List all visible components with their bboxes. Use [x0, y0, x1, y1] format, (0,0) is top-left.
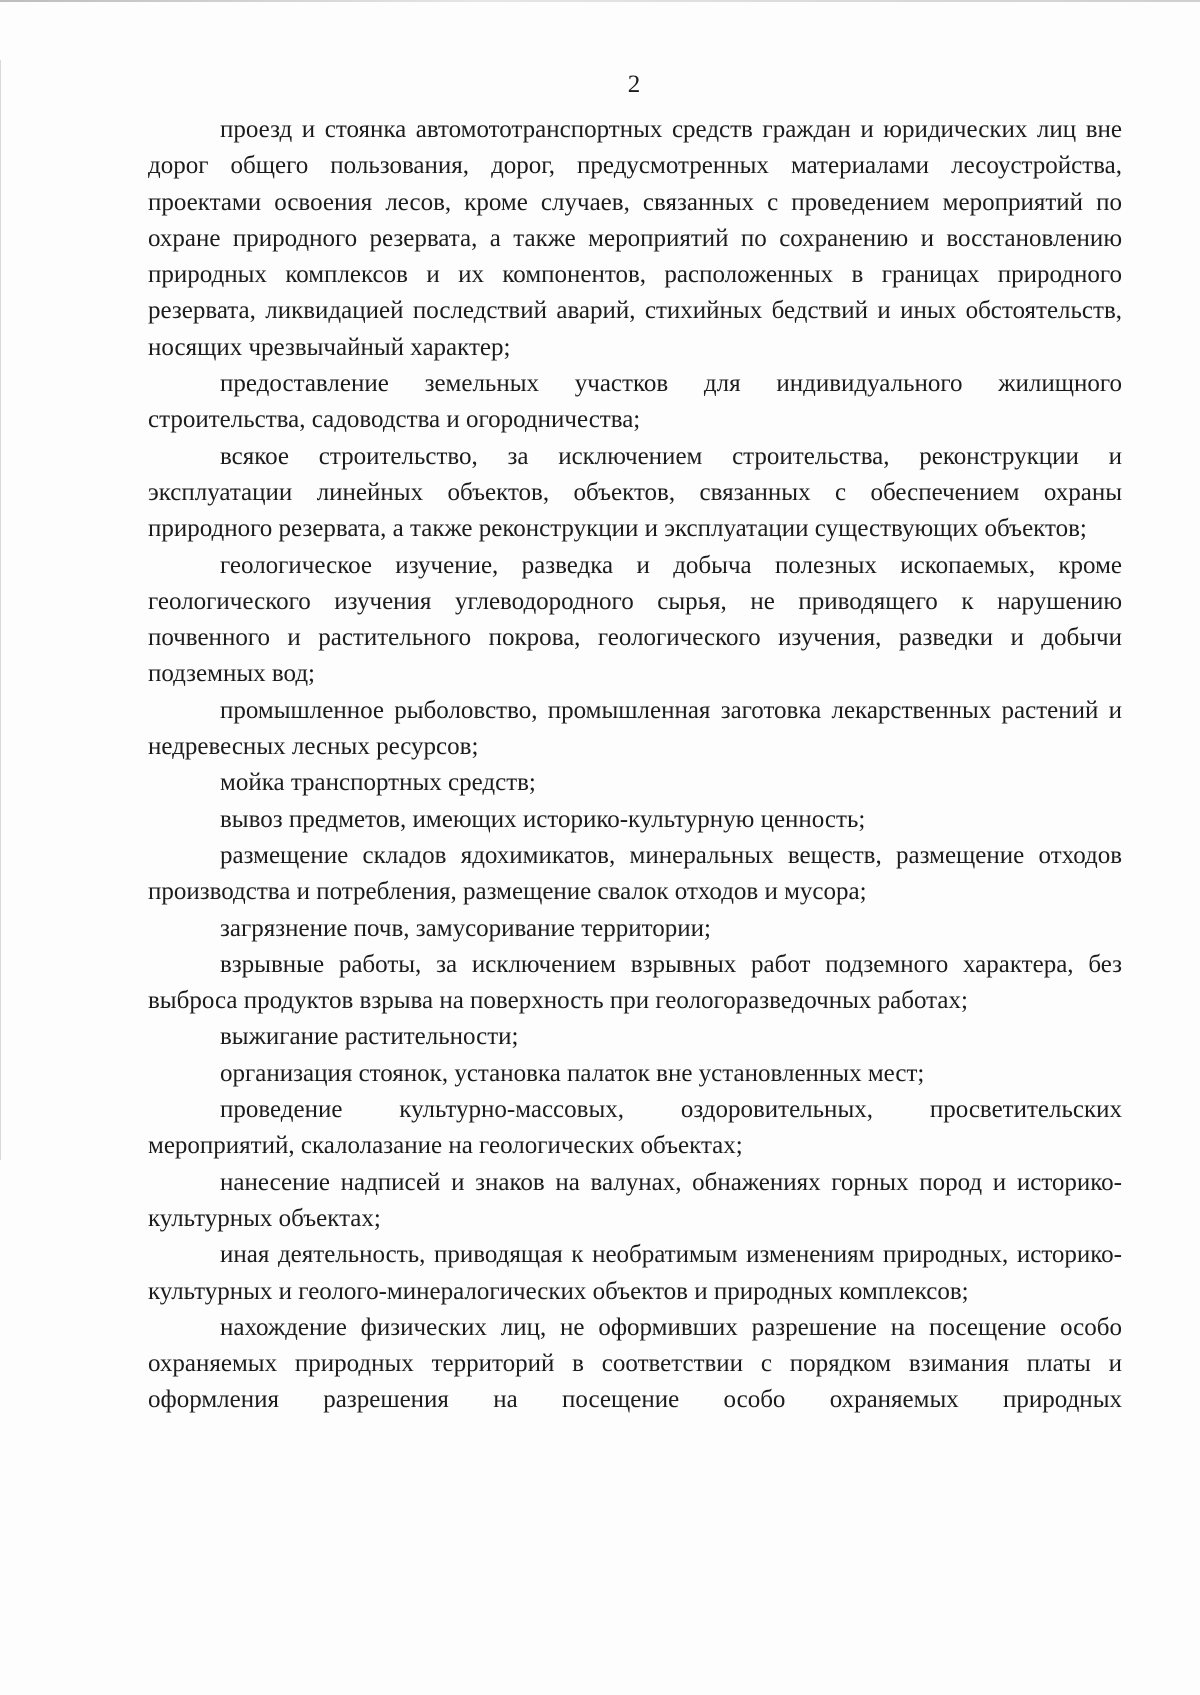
page-number: 2	[627, 71, 641, 98]
paragraph-item: вывоз предметов, имеющих историко-культурную ценность;	[220, 805, 866, 833]
paragraph-item: взрывные работы, за исключением взрывных работ подземного характера, без выброса продуктов взрыва на поверхность при геологоразведочных работах;	[148, 950, 1122, 1015]
paragraph-item: предоставление земельных участков для индивидуального жилищного строительства, садоводства и огородничества;	[148, 370, 1122, 434]
paragraph-item: мойка транспортных средств;	[220, 769, 536, 797]
paragraph-item: организация стоянок, установка палаток вне установленных мест;	[220, 1059, 925, 1087]
document-body	[148, 112, 1122, 1419]
paragraph-item: промышленное рыболовство, промышленная заготовка лекарственных растений и недревесных лесных ресурсов;	[148, 696, 1122, 761]
paragraph-item: размещение складов ядохимикатов, минеральных веществ, размещение отходов производства и потребления, размещение свалок отходов и мусора;	[148, 841, 1122, 906]
paragraph-item: нанесение надписей и знаков на валунах, обнажениях горных пород и историко-культурных объектах;	[148, 1168, 1122, 1232]
paragraph-item: загрязнение почв, замусоривание территории;	[220, 914, 711, 942]
paragraph-item: геологическое изучение, разведка и добыча полезных ископаемых, кроме геологического изучения углеводородного сырья, не приводящего к нарушению почвенного и растительного покрова, геологического изучения, разведки и добычи подземных вод;	[148, 551, 1122, 688]
paragraph-item: проезд и стоянка автомототранспортных средств граждан и юридических лиц вне дорог общего пользования, дорог, предусмотренных материалами лесоустройства, проектами освоения лесов, кроме случаев, связанных с проведением мероприятий по охране природного резервата, а также мероприятий по сохранению и восстановлению природных комплексов и их компонентов, расположенных в границах природного резервата, ликвидацией последствий аварий, стихийных бедствий и иных обстоятельств, носящих чрезвычайный характер;	[148, 116, 1122, 361]
paragraph-item: проведение культурно-массовых, оздоровительных, просветительских мероприятий, скалолазание на геологических объектах;	[148, 1096, 1122, 1160]
paragraph-item-continued: нахождение физических лиц, не оформивших разрешение на посещение особо охраняемых природных территорий в соответствии с порядком взимания платы и оформления разрешения на посещение особо охраняемых природных	[148, 1313, 1122, 1414]
paragraph-item: всякое строительство, за исключением строительства, реконструкции и эксплуатации линейных объектов, объектов, связанных с обеспечением охраны природного резервата, а также реконструкции и эксплуатации существующих объектов;	[148, 442, 1122, 543]
paragraph-item: иная деятельность, приводящая к необратимым изменениям природных, историко-культурных и геолого-минералогических объектов и природных комплексов;	[148, 1241, 1122, 1305]
paragraph-item: выжигание растительности;	[220, 1023, 519, 1051]
scan-edge-top	[0, 0, 1200, 2]
scan-edge-left	[0, 60, 1, 1160]
